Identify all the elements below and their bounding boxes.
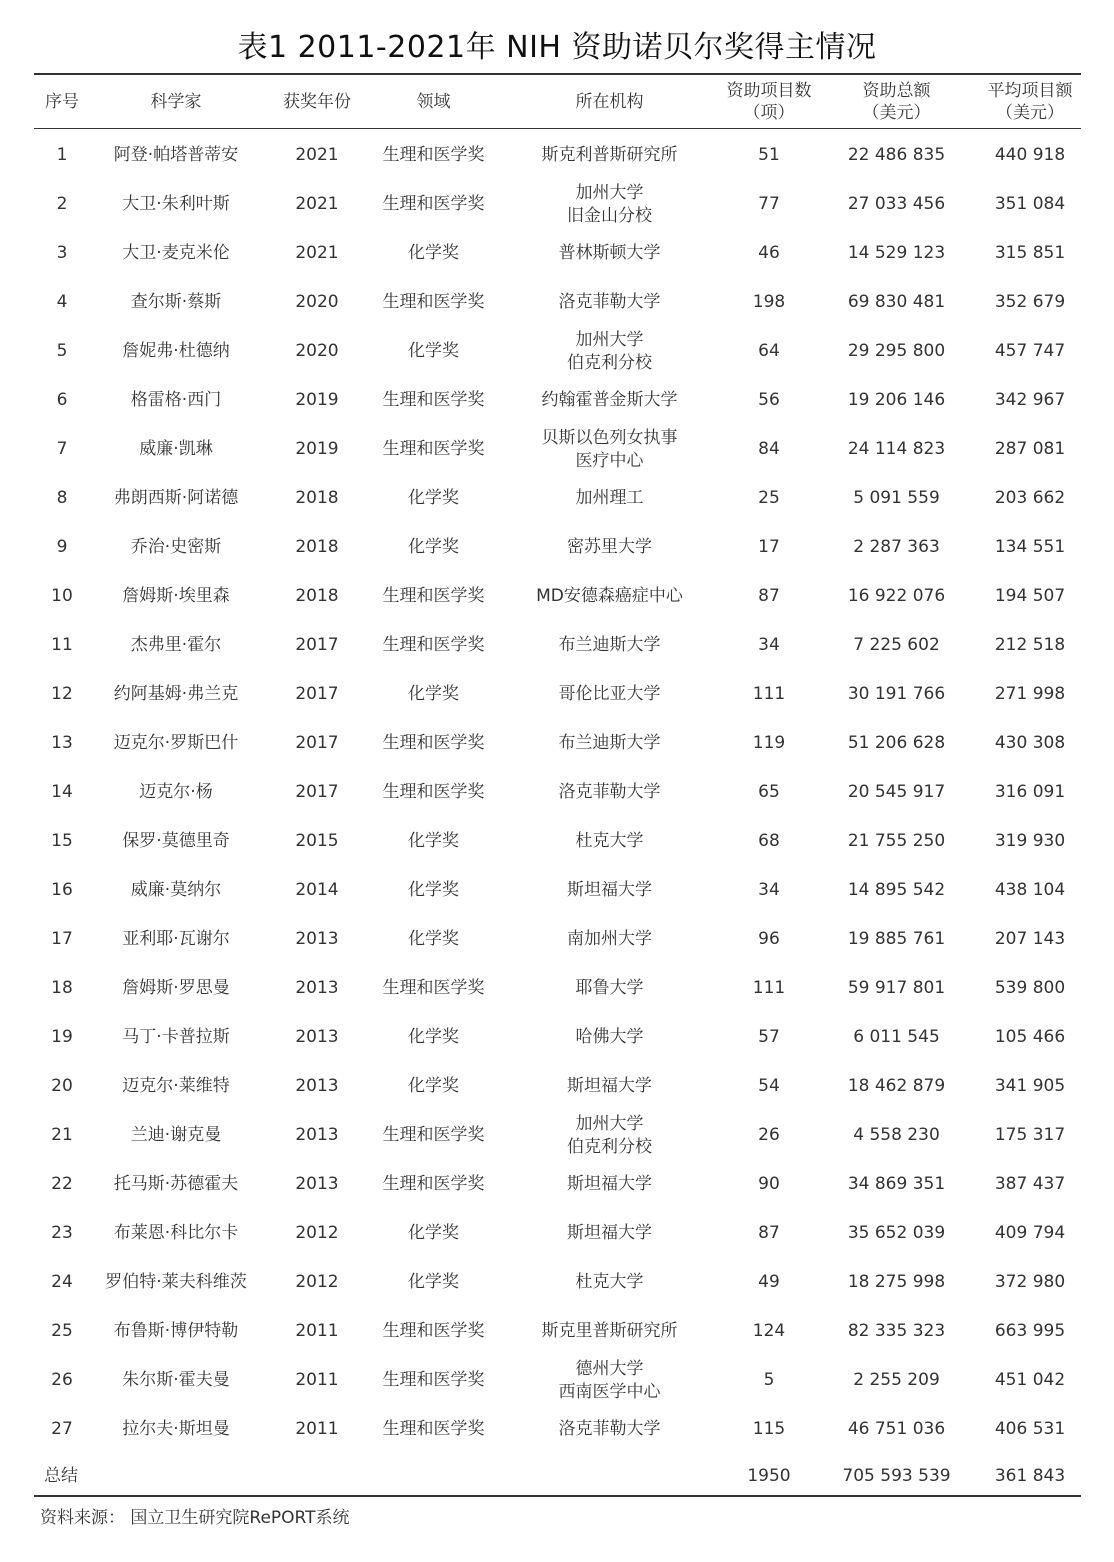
- average-amount: 387 437: [994, 1174, 1066, 1194]
- scientist-name: 拉尔夫·斯坦曼: [122, 1419, 230, 1439]
- project-count: 64: [758, 341, 780, 361]
- award-field: 生理和医学奖: [382, 292, 485, 312]
- average-amount: 271 998: [994, 684, 1066, 704]
- table-row: [34, 915, 1081, 964]
- award-field: 化学奖: [408, 1076, 459, 1096]
- total-funding: 24 114 823: [847, 439, 946, 459]
- institution-line: 杜克大学: [575, 831, 644, 851]
- award-year: 2018: [295, 488, 339, 508]
- scientist-name: 约阿基姆·弗兰克: [113, 684, 239, 704]
- scientist-name: 迈克尔·杨: [139, 782, 213, 802]
- award-field: 生理和医学奖: [382, 439, 485, 459]
- institution: [495, 572, 724, 621]
- award-year: 2017: [295, 684, 339, 704]
- institution-line: 普林斯顿大学: [558, 243, 661, 263]
- scientist-name: 托马斯·苏德霍夫: [113, 1174, 239, 1194]
- total-funding: 51 206 628: [847, 733, 946, 753]
- col-header-project-count: 资助项目数 （项）: [726, 80, 812, 123]
- row-index: 16: [51, 880, 73, 900]
- institution-line: 西南医学中心: [558, 1381, 661, 1402]
- average-amount: 351 084: [994, 194, 1066, 214]
- award-year: 2019: [295, 390, 339, 410]
- table-row: [34, 768, 1081, 817]
- row-index: 25: [51, 1321, 73, 1341]
- institution: [495, 964, 724, 1013]
- institution-line: 加州理工: [575, 488, 644, 508]
- award-field: 化学奖: [408, 684, 459, 704]
- scientist-name: 威廉·凯琳: [139, 439, 213, 459]
- average-amount: 430 308: [994, 733, 1066, 753]
- project-count: 26: [758, 1125, 780, 1145]
- award-year: 2013: [295, 929, 339, 949]
- project-count: 84: [758, 439, 780, 459]
- institution: [495, 180, 724, 229]
- institution: [495, 670, 724, 719]
- institution: [495, 1307, 724, 1356]
- institution: [495, 229, 724, 278]
- scientist-name: 查尔斯·蔡斯: [130, 292, 222, 312]
- total-funding: 19 206 146: [847, 390, 946, 410]
- institution-line: 斯克里普斯研究所: [541, 1321, 678, 1341]
- scientist-name: 保罗·莫德里奇: [122, 831, 230, 851]
- row-index: 5: [56, 341, 68, 361]
- project-count: 198: [752, 292, 786, 312]
- scientist-name: 马丁·卡普拉斯: [122, 1027, 230, 1047]
- award-year: 2018: [295, 586, 339, 606]
- row-index: 26: [51, 1370, 73, 1390]
- table-row: [34, 474, 1081, 523]
- award-year: 2011: [295, 1370, 339, 1390]
- scientist-name: 詹妮弗·杜德纳: [122, 341, 230, 361]
- scientist-name: 迈克尔·罗斯巴什: [113, 733, 239, 753]
- award-field: 化学奖: [408, 537, 459, 557]
- total-funding: 16 922 076: [847, 586, 946, 606]
- project-count: 111: [752, 684, 786, 704]
- award-year: 2020: [295, 292, 339, 312]
- award-field: 生理和医学奖: [382, 1125, 485, 1145]
- total-funding: 29 295 800: [847, 341, 946, 361]
- total-funding: 14 529 123: [847, 243, 946, 263]
- award-field: 生理和医学奖: [382, 1174, 485, 1194]
- institution-line: 伯克利分校: [567, 352, 652, 373]
- award-year: 2019: [295, 439, 339, 459]
- institution-line: 南加州大学: [567, 929, 652, 949]
- award-year: 2011: [295, 1419, 339, 1439]
- award-year: 2021: [295, 194, 339, 214]
- table-row: [34, 670, 1081, 719]
- institution: [495, 817, 724, 866]
- total-funding: 82 335 323: [847, 1321, 946, 1341]
- summary-label: 总结: [44, 1465, 78, 1486]
- institution: [495, 768, 724, 817]
- scientist-name: 迈克尔·莱维特: [122, 1076, 230, 1096]
- institution-line: 布兰迪斯大学: [558, 733, 661, 753]
- total-funding: 46 751 036: [847, 1419, 946, 1439]
- table-row: [34, 1209, 1081, 1258]
- table-row: [34, 621, 1081, 670]
- institution: [495, 1013, 724, 1062]
- institution-line: 杜克大学: [575, 1272, 644, 1292]
- award-field: 生理和医学奖: [382, 145, 485, 165]
- project-count: 115: [752, 1419, 786, 1439]
- table-row: [34, 1013, 1081, 1062]
- scientist-name: 格雷格·西门: [130, 390, 222, 410]
- institution-line: 旧金山分校: [567, 205, 652, 226]
- total-funding: 18 275 998: [847, 1272, 946, 1292]
- summary-row: [34, 1454, 1081, 1498]
- project-count: 34: [758, 635, 780, 655]
- average-amount: 372 980: [994, 1272, 1066, 1292]
- project-count: 25: [758, 488, 780, 508]
- table-row: [34, 425, 1081, 474]
- col-header-index: 序号: [45, 91, 79, 112]
- award-year: 2021: [295, 243, 339, 263]
- average-amount: 409 794: [994, 1223, 1066, 1243]
- row-index: 3: [56, 243, 68, 263]
- institution-line: 哥伦比亚大学: [558, 684, 661, 704]
- average-amount: 406 531: [994, 1419, 1066, 1439]
- institution-line: MD安德森癌症中心: [536, 586, 683, 606]
- table-row: [34, 1062, 1081, 1111]
- scientist-name: 兰迪·谢克曼: [130, 1125, 222, 1145]
- award-field: 生理和医学奖: [382, 1321, 485, 1341]
- col-header-institution: 所在机构: [575, 91, 644, 112]
- row-index: 11: [51, 635, 73, 655]
- scientist-name: 大卫·朱利叶斯: [122, 194, 230, 214]
- average-amount: 457 747: [994, 341, 1066, 361]
- row-index: 2: [56, 194, 68, 214]
- award-year: 2012: [295, 1223, 339, 1243]
- institution: [495, 278, 724, 327]
- award-year: 2013: [295, 978, 339, 998]
- project-count: 34: [758, 880, 780, 900]
- summary-total-funding: 705 593 539: [842, 1465, 951, 1486]
- average-amount: 175 317: [994, 1125, 1066, 1145]
- scientist-name: 威廉·莫纳尔: [130, 880, 222, 900]
- table-row: [34, 1258, 1081, 1307]
- institution-line: 布兰迪斯大学: [558, 635, 661, 655]
- award-year: 2015: [295, 831, 339, 851]
- project-count: 111: [752, 978, 786, 998]
- row-index: 27: [51, 1419, 73, 1439]
- institution-line: 伯克利分校: [567, 1136, 652, 1157]
- award-field: 生理和医学奖: [382, 733, 485, 753]
- average-amount: 440 918: [994, 145, 1066, 165]
- row-index: 1: [56, 145, 68, 165]
- award-field: 化学奖: [408, 1027, 459, 1047]
- total-funding: 2 287 363: [853, 537, 940, 557]
- total-funding: 5 091 559: [853, 488, 940, 508]
- table-row: [34, 1405, 1081, 1454]
- award-field: 生理和医学奖: [382, 782, 485, 802]
- col-header-total-funding: 资助总额 （美元）: [862, 80, 931, 123]
- scientist-name: 亚利耶·瓦谢尔: [122, 929, 230, 949]
- award-field: 生理和医学奖: [382, 194, 485, 214]
- average-amount: 539 800: [994, 978, 1066, 998]
- project-count: 77: [758, 194, 780, 214]
- table-row: [34, 376, 1081, 425]
- award-year: 2018: [295, 537, 339, 557]
- average-amount: 105 466: [994, 1027, 1066, 1047]
- project-count: 49: [758, 1272, 780, 1292]
- table-row: [34, 523, 1081, 572]
- project-count: 46: [758, 243, 780, 263]
- total-funding: 6 011 545: [853, 1027, 940, 1047]
- average-amount: 342 967: [994, 390, 1066, 410]
- total-funding: 34 869 351: [847, 1174, 946, 1194]
- institution: [495, 1111, 724, 1160]
- project-count: 87: [758, 1223, 780, 1243]
- institution: [495, 523, 724, 572]
- table-row: [34, 229, 1081, 278]
- scientist-name: 罗伯特·莱夫科维茨: [105, 1272, 247, 1292]
- source-note: 资料来源： 国立卫生研究院RePORT系统: [40, 1508, 350, 1528]
- total-funding: 14 895 542: [847, 880, 946, 900]
- award-year: 2017: [295, 733, 339, 753]
- institution: [495, 866, 724, 915]
- total-funding: 35 652 039: [847, 1223, 946, 1243]
- institution: [495, 425, 724, 474]
- table-row: [34, 719, 1081, 768]
- scientist-name: 大卫·麦克米伦: [122, 243, 230, 263]
- average-amount: 207 143: [994, 929, 1066, 949]
- award-field: 化学奖: [408, 1272, 459, 1292]
- row-index: 23: [51, 1223, 73, 1243]
- award-field: 化学奖: [408, 243, 459, 263]
- summary-project-count: 1950: [747, 1465, 791, 1486]
- total-funding: 21 755 250: [847, 831, 946, 851]
- table-row: [34, 866, 1081, 915]
- institution-line: 洛克菲勒大学: [558, 292, 661, 312]
- award-field: 生理和医学奖: [382, 978, 485, 998]
- total-funding: 4 558 230: [853, 1125, 940, 1145]
- table-row: [34, 1356, 1081, 1405]
- award-year: 2012: [295, 1272, 339, 1292]
- project-count: 57: [758, 1027, 780, 1047]
- scientist-name: 布莱恩·科比尔卡: [113, 1223, 239, 1243]
- average-amount: 451 042: [994, 1370, 1066, 1390]
- project-count: 124: [752, 1321, 786, 1341]
- award-field: 化学奖: [408, 831, 459, 851]
- project-count: 119: [752, 733, 786, 753]
- institution: [495, 474, 724, 523]
- institution-line: 德州大学: [575, 1358, 644, 1379]
- average-amount: 315 851: [994, 243, 1066, 263]
- scientist-name: 布鲁斯·博伊特勒: [113, 1321, 239, 1341]
- scientist-name: 阿登·帕塔普蒂安: [113, 145, 239, 165]
- scientist-name: 詹姆斯·埃里森: [122, 586, 230, 606]
- row-index: 7: [56, 439, 68, 459]
- institution: [495, 1258, 724, 1307]
- institution-line: 斯克利普斯研究所: [541, 145, 678, 165]
- award-year: 2017: [295, 782, 339, 802]
- project-count: 5: [763, 1370, 775, 1390]
- award-year: 2013: [295, 1125, 339, 1145]
- total-funding: 69 830 481: [847, 292, 946, 312]
- col-header-field: 领域: [416, 91, 451, 112]
- average-amount: 212 518: [994, 635, 1066, 655]
- award-year: 2013: [295, 1027, 339, 1047]
- total-funding: 20 545 917: [847, 782, 946, 802]
- total-funding: 27 033 456: [847, 194, 946, 214]
- award-field: 化学奖: [408, 929, 459, 949]
- award-year: 2013: [295, 1076, 339, 1096]
- table-row: [34, 1160, 1081, 1209]
- nih-nobel-table: [34, 75, 1081, 1498]
- institution-line: 加州大学: [575, 182, 644, 203]
- row-index: 24: [51, 1272, 73, 1292]
- award-field: 生理和医学奖: [382, 390, 485, 410]
- row-index: 15: [51, 831, 73, 851]
- total-funding: 2 255 209: [853, 1370, 940, 1390]
- header-row: [34, 75, 1081, 128]
- row-index: 19: [51, 1027, 73, 1047]
- row-index: 21: [51, 1125, 73, 1145]
- institution: [495, 1062, 724, 1111]
- project-count: 54: [758, 1076, 780, 1096]
- col-header-year: 获奖年份: [283, 91, 351, 112]
- institution: [495, 1209, 724, 1258]
- institution-line: 医疗中心: [575, 450, 644, 471]
- summary-average-amount: 361 843: [994, 1465, 1066, 1486]
- institution: [495, 1405, 724, 1454]
- average-amount: 438 104: [994, 880, 1066, 900]
- award-field: 化学奖: [408, 880, 459, 900]
- award-field: 生理和医学奖: [382, 1370, 485, 1390]
- row-index: 4: [56, 292, 68, 312]
- average-amount: 341 905: [994, 1076, 1066, 1096]
- institution: [495, 327, 724, 376]
- average-amount: 134 551: [994, 537, 1066, 557]
- institution-line: 贝斯以色列女执事: [541, 427, 678, 448]
- table-row: [34, 278, 1081, 327]
- project-count: 87: [758, 586, 780, 606]
- row-index: 18: [51, 978, 73, 998]
- project-count: 96: [758, 929, 780, 949]
- row-index: 17: [51, 929, 73, 949]
- total-funding: 18 462 879: [847, 1076, 946, 1096]
- table-row: [34, 964, 1081, 1013]
- row-index: 8: [56, 488, 68, 508]
- average-amount: 319 930: [994, 831, 1066, 851]
- institution: [495, 1160, 724, 1209]
- average-amount: 663 995: [994, 1321, 1066, 1341]
- row-index: 10: [51, 586, 73, 606]
- col-header-scientist: 科学家: [150, 91, 202, 112]
- award-year: 2011: [295, 1321, 339, 1341]
- institution: [495, 128, 724, 180]
- institution-line: 耶鲁大学: [575, 978, 644, 998]
- scientist-name: 詹姆斯·罗思曼: [122, 978, 230, 998]
- average-amount: 194 507: [994, 586, 1066, 606]
- institution-line: 加州大学: [575, 1113, 644, 1134]
- row-index: 20: [51, 1076, 73, 1096]
- institution-line: 斯坦福大学: [567, 1223, 652, 1243]
- project-count: 65: [758, 782, 780, 802]
- total-funding: 7 225 602: [853, 635, 940, 655]
- institution-line: 约翰霍普金斯大学: [541, 390, 678, 410]
- award-field: 生理和医学奖: [382, 586, 485, 606]
- institution: [495, 915, 724, 964]
- total-funding: 19 885 761: [847, 929, 946, 949]
- award-year: 2017: [295, 635, 339, 655]
- award-year: 2020: [295, 341, 339, 361]
- row-index: 6: [56, 390, 68, 410]
- award-field: 化学奖: [408, 1223, 459, 1243]
- average-amount: 316 091: [994, 782, 1066, 802]
- institution-line: 斯坦福大学: [567, 1174, 652, 1194]
- institution: [495, 621, 724, 670]
- award-year: 2021: [295, 145, 339, 165]
- total-funding: 30 191 766: [847, 684, 946, 704]
- average-amount: 203 662: [994, 488, 1066, 508]
- institution-line: 哈佛大学: [575, 1027, 644, 1047]
- total-funding: 59 917 801: [847, 978, 946, 998]
- table-row: [34, 572, 1081, 621]
- institution-line: 斯坦福大学: [567, 880, 652, 900]
- scientist-name: 弗朗西斯·阿诺德: [113, 488, 239, 508]
- table-row: [34, 327, 1081, 376]
- row-index: 22: [51, 1174, 73, 1194]
- table-row: [34, 1307, 1081, 1356]
- project-count: 68: [758, 831, 780, 851]
- institution-line: 洛克菲勒大学: [558, 1419, 661, 1439]
- scientist-name: 杰弗里·霍尔: [130, 635, 222, 655]
- table-row: [34, 128, 1081, 180]
- project-count: 17: [758, 537, 780, 557]
- table-body: [34, 128, 1081, 1498]
- award-field: 化学奖: [408, 341, 459, 361]
- institution: [495, 1356, 724, 1405]
- institution: [495, 376, 724, 425]
- row-index: 14: [51, 782, 73, 802]
- award-year: 2013: [295, 1174, 339, 1194]
- table-row: [34, 1111, 1081, 1160]
- scientist-name: 乔治·史密斯: [130, 537, 222, 557]
- table-row: [34, 817, 1081, 866]
- project-count: 51: [758, 145, 780, 165]
- table-title: 表1 2011-2021年 NIH 资助诺贝尔奖得主情况: [237, 30, 877, 65]
- row-index: 9: [56, 537, 68, 557]
- project-count: 90: [758, 1174, 780, 1194]
- institution-line: 密苏里大学: [567, 537, 652, 557]
- row-index: 13: [51, 733, 73, 753]
- average-amount: 352 679: [994, 292, 1066, 312]
- award-field: 生理和医学奖: [382, 635, 485, 655]
- institution-line: 洛克菲勒大学: [558, 782, 661, 802]
- award-year: 2014: [295, 880, 339, 900]
- award-field: 生理和医学奖: [382, 1419, 485, 1439]
- institution-line: 斯坦福大学: [567, 1076, 652, 1096]
- project-count: 56: [758, 390, 780, 410]
- scientist-name: 朱尔斯·霍夫曼: [122, 1370, 230, 1390]
- total-funding: 22 486 835: [847, 145, 946, 165]
- row-index: 12: [51, 684, 73, 704]
- col-header-average-amount: 平均项目额 （美元）: [987, 80, 1073, 123]
- award-field: 化学奖: [408, 488, 459, 508]
- average-amount: 287 081: [994, 439, 1066, 459]
- table-row: [34, 180, 1081, 229]
- institution-line: 加州大学: [575, 329, 644, 350]
- institution: [495, 719, 724, 768]
